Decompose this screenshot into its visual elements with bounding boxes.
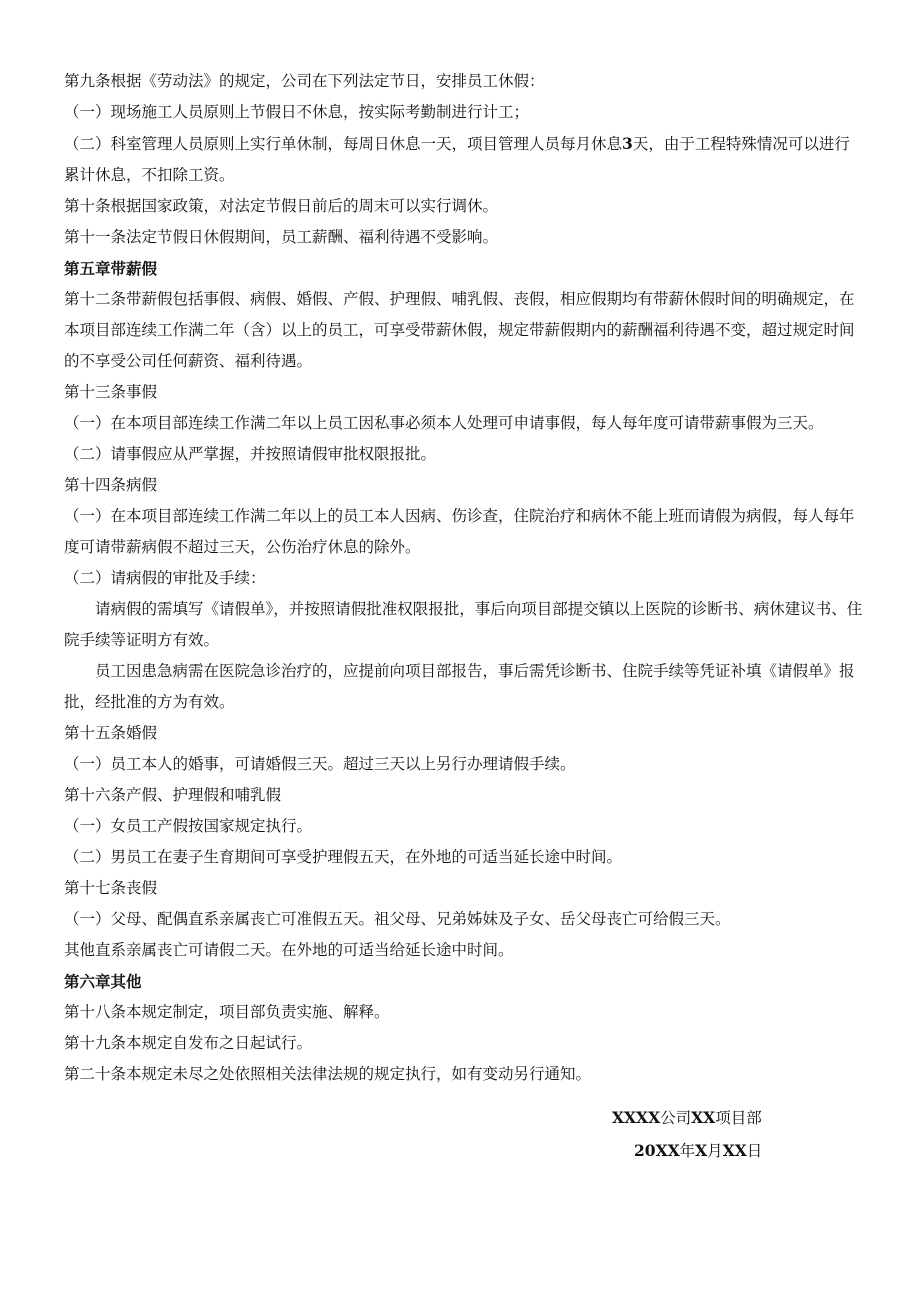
chapter-5-heading: 第五章带薪假: [64, 259, 158, 278]
emergency-leave-procedure: 员工因患急病需在医院急诊治疗的，应提前向项目部报告，事后需凭诊断书、住院手续等凭证补填《请假单》报批，经批准的方为有效。: [64, 662, 855, 711]
year-word: 年: [679, 1142, 696, 1160]
article-17-item-1: （一）父母、配偶直系亲属丧亡可准假五天。祖父母、兄弟姊妹及子女、岳父母丧亡可给假三天。: [64, 910, 731, 928]
article-16: 第十六条产假、护理假和哺乳假: [64, 786, 282, 804]
sick-leave-procedure: 请病假的需填写《请假单》，并按照请假批准权限报批，事后向项目部提交镇以上医院的诊断书、病休建议书、住院手续等证明方有效。: [64, 600, 863, 649]
article-13-item-2: （二）请事假应从严掌握，并按照请假审批权限报批。: [64, 445, 437, 463]
date-month: X: [695, 1141, 708, 1160]
chapter-6-heading: 第六章其他: [64, 972, 142, 991]
dept-word: 项目部: [715, 1109, 762, 1127]
article-13: 第十三条事假: [64, 383, 158, 401]
article-14-item-1: （一）在本项目部连续工作满二年以上的员工本人因病、伤诊查，住院治疗和病休不能上班而请假为病假，每人每年度可请带薪病假不超过三天，公伤治疗休息的除外。: [64, 507, 855, 556]
date-day: XX: [722, 1141, 747, 1160]
rest-days-number: 3: [622, 134, 633, 153]
article-9: 第九条根据《劳动法》的规定，公司在下列法定节日，安排员工休假：: [64, 72, 545, 90]
article-9-item-2-pre: （二）科室管理人员原则上实行单休制，每周日休息一天，项目管理人员每月休息: [64, 135, 623, 153]
company-word: 公司: [660, 1109, 692, 1127]
article-11: 第十一条法定节假日休假期间，员工薪酬、福利待遇不受影响。: [64, 228, 499, 246]
dept-code: XX: [691, 1108, 716, 1127]
day-word: 日: [746, 1142, 763, 1160]
article-15-item-1: （一）员工本人的婚事，可请婚假三天。超过三天以上另行办理请假手续。: [64, 755, 576, 773]
signature-organization: [612, 1102, 762, 1134]
article-9-item-2: [64, 128, 864, 191]
article-14-item-2: （二）请病假的审批及手续：: [64, 569, 266, 587]
company-code: XXXX: [612, 1108, 661, 1127]
article-15: 第十五条婚假: [64, 724, 158, 742]
article-20: 第二十条本规定未尽之处依照相关法律法规的规定执行，如有变动另行通知。: [64, 1065, 592, 1083]
article-17: 第十七条丧假: [64, 879, 158, 897]
article-18: 第十八条本规定制定，项目部负责实施、解释。: [64, 1003, 390, 1021]
article-9-item-2-post: 天，由于工程特殊情况可以进行累计休息，不扣除工资。: [64, 135, 850, 184]
article-10: 第十条根据国家政策，对法定节假日前后的周末可以实行调休。: [64, 197, 499, 215]
article-16-item-2: （二）男员工在妻子生育期间可享受护理假五天，在外地的可适当延长途中时间。: [64, 848, 623, 866]
article-19: 第十九条本规定自发布之日起试行。: [64, 1034, 313, 1052]
month-word: 月: [707, 1142, 723, 1160]
article-17-note: 其他直系亲属丧亡可请假二天。在外地的可适当给延长途中时间。: [64, 941, 514, 959]
article-9-item-1: （一）现场施工人员原则上节假日不休息，按实际考勤制进行计工；: [64, 103, 530, 121]
article-12: 第十二条带薪假包括事假、病假、婚假、产假、护理假、哺乳假、丧假，相应假期均有带薪休假时间的明确规定，在本项目部连续工作满二年（含）以上的员工，可享受带薪休假，规定带薪假期内的薪酬福利待遇不变，超过规定时间的不享受公司任何薪资、福利待遇。: [64, 290, 855, 370]
signature-date: [634, 1135, 762, 1167]
document-body: [64, 66, 864, 1090]
date-year: 20XX: [634, 1141, 680, 1160]
article-14: 第十四条病假: [64, 476, 158, 494]
article-13-item-1: （一）在本项目部连续工作满二年以上员工因私事必须本人处理可申请事假，每人每年度可请带薪事假为三天。: [64, 414, 824, 432]
article-16-item-1: （一）女员工产假按国家规定执行。: [64, 817, 313, 835]
